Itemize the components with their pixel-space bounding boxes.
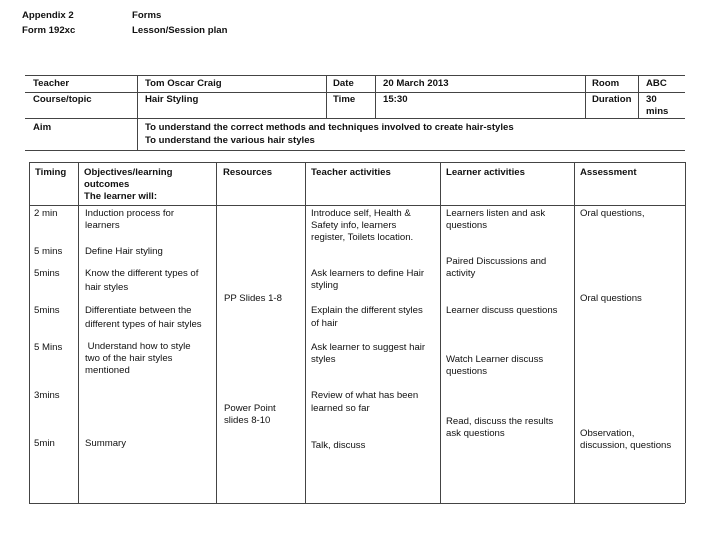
assessment-cell: discussion, questions [580, 440, 672, 451]
teacher-activity-cell: Ask learners to define Hair [311, 268, 425, 279]
teacher-activity-cell: learned so far [311, 403, 370, 414]
column-header-resources: Resources [223, 167, 273, 178]
teacher-activity-cell: Review of what has been [311, 390, 419, 401]
column-header-objectives: outcomes [84, 179, 130, 190]
column-header-timing: Timing [35, 167, 67, 178]
time-value: 15:30 [383, 94, 408, 105]
timing-cell: 5 Mins [34, 342, 63, 353]
objective-cell: Define Hair styling [85, 246, 163, 257]
learner-activity-cell: questions [446, 366, 488, 377]
objective-cell: two of the hair styles [85, 353, 173, 364]
aim-line: To understand the various hair styles [145, 135, 315, 146]
objective-cell: hair styles [85, 282, 129, 293]
divider [29, 205, 685, 206]
resource-cell: PP Slides 1-8 [224, 293, 282, 304]
form-label: Form 192xc [22, 25, 76, 36]
assessment-cell: Oral questions [580, 293, 642, 304]
date-label: Date [333, 78, 354, 89]
assessment-cell: Observation, [580, 428, 635, 439]
teacher-activity-cell: Explain the different styles [311, 305, 423, 316]
timing-cell: 3mins [34, 390, 60, 401]
divider [25, 92, 685, 93]
teacher-activity-cell: Ask learner to suggest hair [311, 342, 426, 353]
duration-unit: mins [646, 106, 669, 117]
learner-activity-cell: Paired Discussions and [446, 256, 547, 267]
column-header-objectives: Objectives/learning [84, 167, 173, 178]
teacher-activity-cell: Safety info, learners [311, 220, 397, 231]
objective-cell: Know the different types of [85, 268, 199, 279]
timing-cell: 5 mins [34, 246, 63, 257]
teacher-activity-cell: Talk, discuss [311, 440, 366, 451]
learner-activity-cell: Watch Learner discuss [446, 354, 544, 365]
learner-activity-cell: Learners listen and ask [446, 208, 546, 219]
teacher-activity-cell: styles [311, 354, 336, 365]
divider [440, 162, 441, 503]
course-label: Course/topic [33, 94, 92, 105]
time-label: Time [333, 94, 356, 105]
divider [25, 118, 685, 119]
room-label: Room [592, 78, 620, 89]
timing-cell: 5min [34, 438, 55, 449]
divider [326, 75, 327, 118]
divider [375, 75, 376, 118]
learner-activity-cell: ask questions [446, 428, 505, 439]
divider [638, 75, 639, 118]
divider [574, 162, 575, 503]
duration-label: Duration [592, 94, 632, 105]
teacher-label: Teacher [33, 78, 70, 89]
timing-cell: 5mins [34, 268, 60, 279]
objective-cell: mentioned [85, 365, 130, 376]
teacher-value: Tom Oscar Craig [145, 78, 222, 89]
objective-cell: Differentiate between the [85, 305, 192, 316]
column-header-learner-activities: Learner activities [446, 167, 525, 178]
resource-cell: Power Point [224, 403, 276, 414]
form-value: Lesson/Session plan [132, 25, 228, 36]
objective-cell: Understand how to style [85, 341, 191, 352]
teacher-activity-cell: register, Toilets location. [311, 232, 414, 243]
appendix-label: Appendix 2 [22, 10, 74, 21]
teacher-activity-cell: styling [311, 280, 339, 291]
divider [685, 162, 686, 503]
course-value: Hair Styling [145, 94, 199, 105]
column-header-assessment: Assessment [580, 167, 637, 178]
objective-cell: different types of hair styles [85, 319, 202, 330]
assessment-cell: Oral questions, [580, 208, 645, 219]
divider [29, 503, 685, 504]
appendix-value: Forms [132, 10, 162, 21]
column-header-objectives: The learner will: [84, 191, 158, 202]
divider [29, 162, 30, 503]
room-value: ABC [646, 78, 667, 89]
teacher-activity-cell: Introduce self, Health & [311, 208, 411, 219]
objective-cell: Summary [85, 438, 127, 449]
divider [78, 162, 79, 503]
teacher-activity-cell: of hair [311, 318, 338, 329]
divider [137, 75, 138, 150]
objective-cell: learners [85, 220, 120, 231]
learner-activity-cell: Read, discuss the results [446, 416, 554, 427]
divider [585, 75, 586, 118]
divider [216, 162, 217, 503]
column-header-teacher-activities: Teacher activities [311, 167, 391, 178]
timing-cell: 5mins [34, 305, 60, 316]
date-value: 20 March 2013 [383, 78, 449, 89]
aim-line: To understand the correct methods and techniques involved to create hair-styles [145, 122, 514, 133]
divider [29, 162, 685, 163]
resource-cell: slides 8-10 [224, 415, 271, 426]
learner-activity-cell: questions [446, 220, 488, 231]
objective-cell: Induction process for [85, 208, 175, 219]
learner-activity-cell: Learner discuss questions [446, 305, 558, 316]
duration-value: 30 [646, 94, 657, 105]
aim-label: Aim [33, 122, 52, 133]
learner-activity-cell: activity [446, 268, 476, 279]
divider [25, 75, 685, 76]
divider [305, 162, 306, 503]
divider [25, 150, 685, 151]
timing-cell: 2 min [34, 208, 58, 219]
